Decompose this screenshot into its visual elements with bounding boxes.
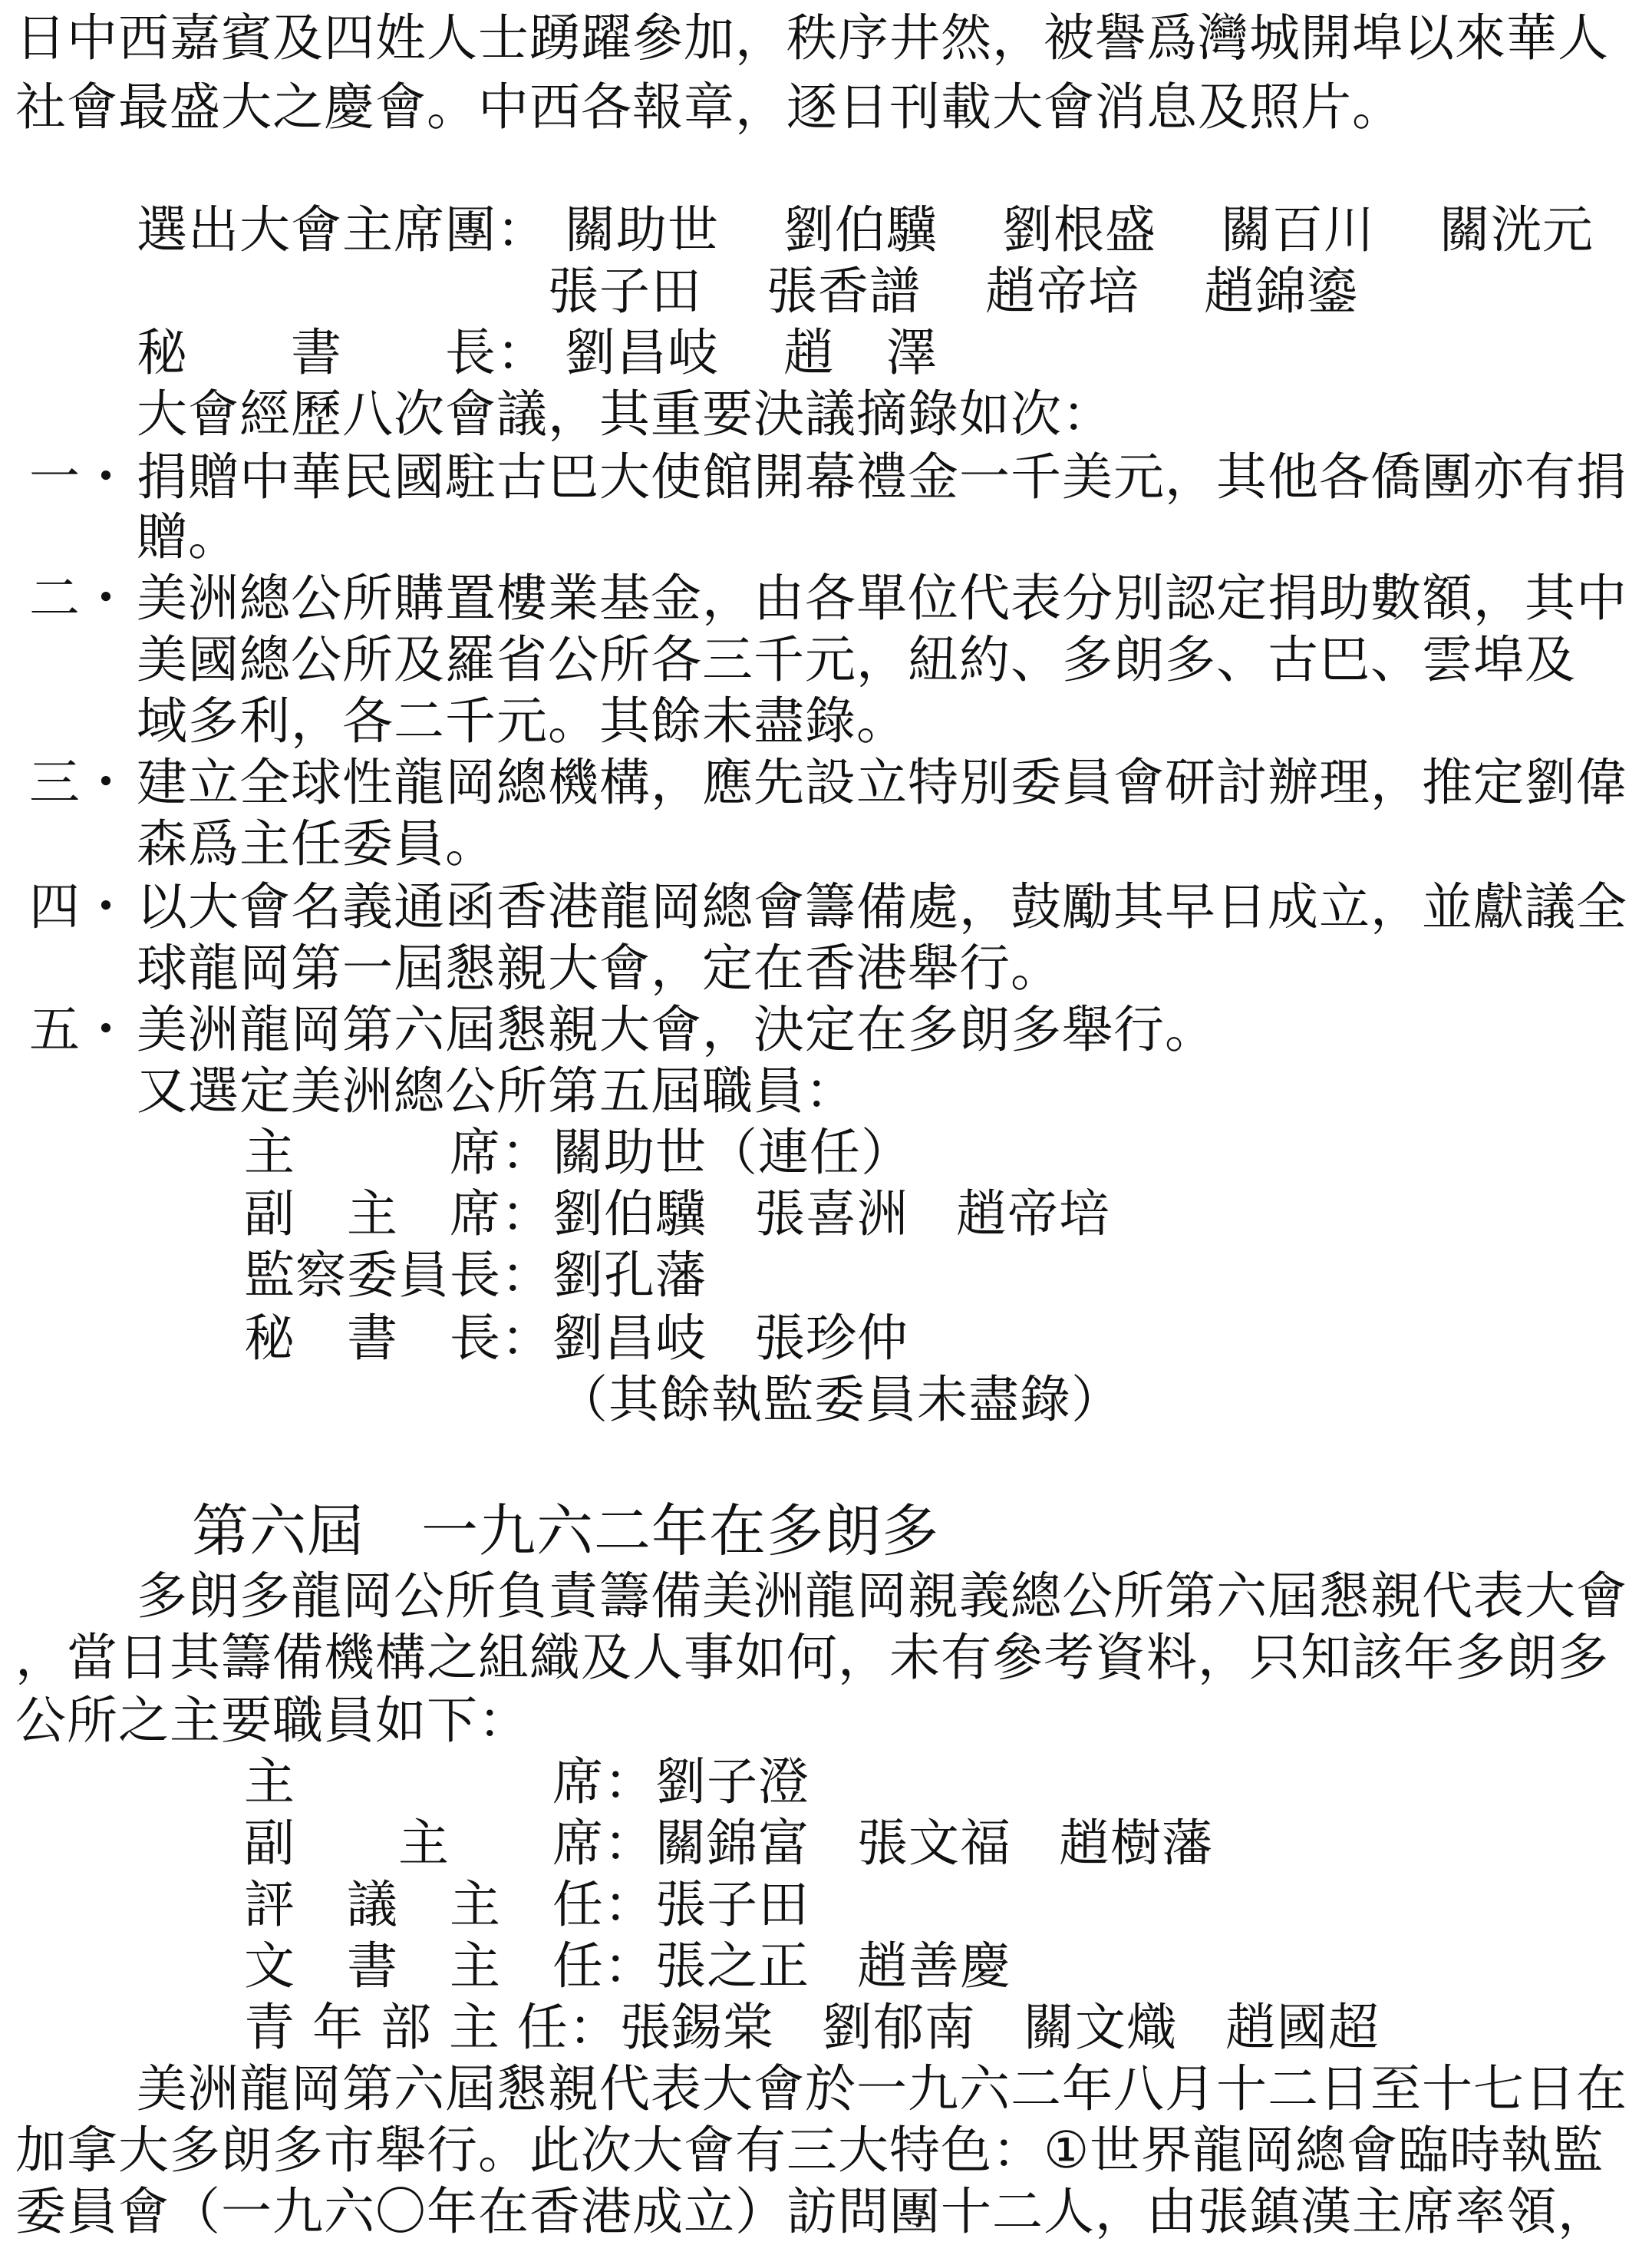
- officers-note: （其餘執監委員未盡錄）: [557, 1370, 1123, 1429]
- officer-name: 張珍仲: [754, 1309, 908, 1368]
- para2-line-1: 美洲龍岡第六屆懇親代表大會於一九六二年八月十二日至十七日在: [137, 2059, 1627, 2118]
- officer-name: 關錦富: [655, 1814, 810, 1873]
- officer-name: 劉伯驥: [552, 1184, 707, 1243]
- officer-title: 文 書 主 任：: [244, 1936, 655, 1996]
- resolution-marker: 一・: [29, 447, 132, 507]
- resolution-text: 美洲總公所購置樓業基金，由各單位代表分別認定捐助數額，其中: [137, 569, 1627, 628]
- intro-line-1: 日中西嘉賓及四姓人士踴躍參加，秩序井然，被譽爲灣城開埠以來華人: [15, 8, 1609, 68]
- officer-name: 張子田: [655, 1875, 810, 1934]
- para2-line-3: 委員會（一九六〇年在香港成立）訪問團十二人，由張鎮漢主席率領，: [15, 2182, 1609, 2241]
- resolution-marker: 四・: [29, 877, 132, 936]
- officer-name: 關助世（連任）: [552, 1123, 912, 1182]
- officer-name: 劉昌岐: [552, 1309, 707, 1368]
- para1-line-2: ，當日其籌備機構之組織及人事如何，未有參考資料，只知該年多朗多: [15, 1628, 1609, 1687]
- secretary-name: 劉昌岐: [564, 323, 719, 382]
- local-officer-row: [244, 1873, 810, 1937]
- resolution-1-line-2: 贈。: [137, 507, 239, 566]
- resolution-4-line-2: 球龍岡第一屆懇親大會，定在香港舉行。: [137, 939, 1062, 998]
- officer-row: [244, 1306, 908, 1371]
- meetings-intro: 大會經歷八次會議，其重要決議摘錄如次：: [137, 385, 1113, 444]
- resolution-2-line-3: 域多利，各二千元。其餘未盡錄。: [137, 692, 908, 751]
- resolution-2-line-1: [29, 566, 1627, 631]
- officer-name: 張喜洲: [754, 1184, 908, 1243]
- resolution-4-line-1: [29, 875, 1627, 939]
- resolution-3-line-2: 森爲主任委員。: [137, 814, 496, 873]
- officer-name: 趙樹藩: [1059, 1814, 1213, 1873]
- officer-name: 趙善慶: [857, 1936, 1011, 1996]
- officer-title: 青 年 部 主 任：: [244, 1998, 620, 2057]
- heading-term: 第六屆: [192, 1498, 364, 1564]
- presidium-name: 關百川: [1220, 200, 1375, 259]
- intro-line-2: 社會最盛大之慶會。中西各報章，逐日刊載大會消息及照片。: [15, 78, 1403, 137]
- presidium-label: 選出大會主席團：: [137, 200, 548, 259]
- resolution-1-line-1: [29, 445, 1627, 510]
- officer-name: 張錫棠: [619, 1998, 774, 2057]
- presidium-name: 劉根盛: [1001, 200, 1156, 259]
- resolution-text: 以大會名義通函香港龍岡總會籌備處，鼓勵其早日成立，並獻議全: [137, 877, 1627, 936]
- officer-name: 關文熾: [1023, 1998, 1178, 2057]
- secretary-name: 趙 澤: [783, 323, 938, 382]
- presidium-name: 關洸元: [1439, 200, 1594, 259]
- local-officer-row: [244, 1750, 810, 1814]
- resolution-marker: 二・: [29, 569, 132, 628]
- resolution-text: 建立全球性龍岡總機構，應先設立特別委員會研討辦理，推定劉偉: [137, 753, 1627, 812]
- local-officer-row: [244, 1934, 1011, 1999]
- presidium-name: 趙錦鎏: [1203, 262, 1358, 321]
- officer-title: 監察委員長：: [244, 1246, 552, 1305]
- officer-name: 張文福: [857, 1814, 1011, 1873]
- presidium-secretary-row: [137, 321, 938, 385]
- resolution-marker: 五・: [29, 1000, 132, 1059]
- resolution-2-line-2: 美國總公所及羅省公所各三千元，紐約、多朗多、古巴、雲埠及: [137, 630, 1576, 689]
- officers-intro: 又選定美洲總公所第五屆職員：: [137, 1061, 856, 1121]
- section-heading: [192, 1497, 939, 1566]
- presidium-row-2: [548, 259, 1358, 324]
- presidium-name: 劉伯驥: [783, 200, 938, 259]
- officer-title: 副 主 席：: [244, 1184, 552, 1243]
- officer-name: 劉子澄: [655, 1752, 810, 1811]
- para1-line-1: 多朗多龍岡公所負責籌備美洲龍岡親義總公所第六屆懇親代表大會: [137, 1567, 1627, 1626]
- resolution-3-line-1: [29, 751, 1627, 815]
- secretary-label: 秘 書 長：: [137, 323, 548, 382]
- presidium-name: 趙帝培: [984, 262, 1139, 321]
- resolution-5-line-1: [29, 998, 1216, 1062]
- officer-name: 趙帝培: [956, 1184, 1110, 1243]
- presidium-name: 張子田: [548, 262, 702, 321]
- presidium-row-1: [137, 198, 1594, 262]
- officer-name: 劉郁南: [821, 1998, 976, 2057]
- officer-row: [244, 1121, 912, 1185]
- resolution-text: 捐贈中華民國駐古巴大使館開幕禮金一千美元，其他各僑團亦有捐: [137, 447, 1627, 507]
- heading-year-place: 一九六二年在多朗多: [421, 1498, 939, 1564]
- para1-line-3: 公所之主要職員如下：: [15, 1691, 529, 1750]
- officer-title: 秘 書 長：: [244, 1309, 552, 1368]
- resolution-text: 美洲龍岡第六屆懇親大會，決定在多朗多舉行。: [137, 1000, 1216, 1059]
- presidium-name: 張香譜: [766, 262, 921, 321]
- officer-title: 評 議 主 任：: [244, 1875, 655, 1934]
- officer-row: [244, 1243, 707, 1308]
- officer-name: 張之正: [655, 1936, 810, 1996]
- officer-row: [244, 1182, 1110, 1246]
- officer-title: 主 席：: [244, 1123, 552, 1182]
- officer-title: 主 席：: [244, 1752, 655, 1811]
- local-officer-row: [244, 1811, 1213, 1876]
- officer-name: 劉孔藩: [552, 1246, 707, 1305]
- local-officer-row: [244, 1996, 1380, 2060]
- para2-line-2: 加拿大多朗多市舉行。此次大會有三大特色：①世界龍岡總會臨時執監: [15, 2121, 1604, 2180]
- officer-name: 趙國超: [1225, 1998, 1380, 2057]
- resolution-marker: 三・: [29, 753, 132, 812]
- presidium-name: 關助世: [564, 200, 719, 259]
- officer-title: 副 主 席：: [244, 1814, 655, 1873]
